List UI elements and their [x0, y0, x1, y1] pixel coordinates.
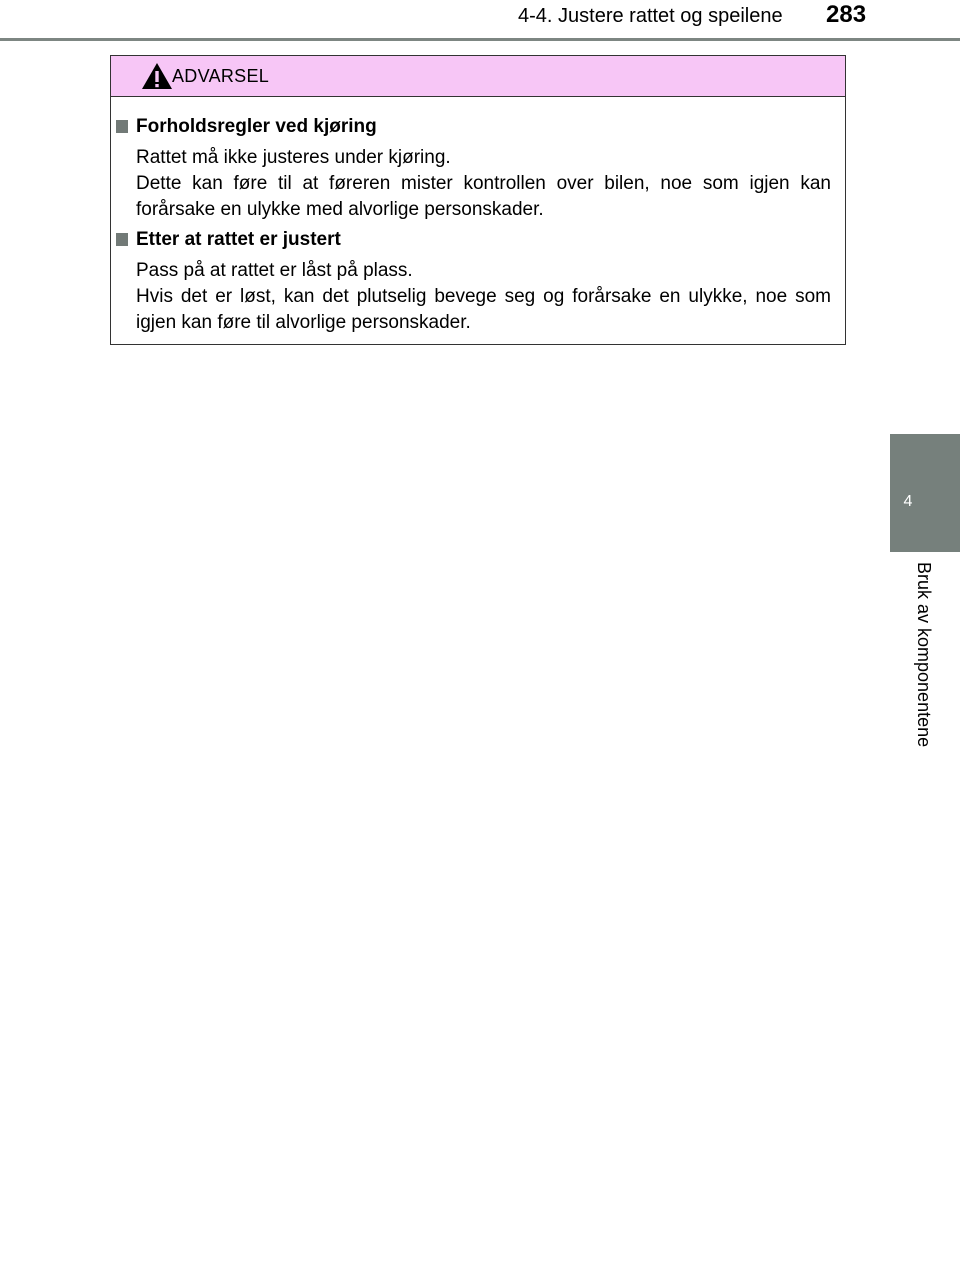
section-line: Rattet må ikke justeres under kjøring.	[136, 147, 451, 168]
section-text	[116, 145, 831, 223]
section-line: Pass på at rattet er låst på plass.	[136, 260, 413, 281]
section-heading: Etter at rattet er justert	[116, 227, 831, 253]
section-text	[116, 258, 831, 336]
section-line: Dette kan føre til at føreren mister kontrollen over bilen, noe som igjen kan forårsake en ulykke med alvorlige personskader.	[136, 173, 831, 220]
chapter-label: Bruk av komponentene	[914, 562, 934, 748]
section-heading: Forholdsregler ved kjøring	[116, 114, 831, 140]
warning-header	[111, 56, 845, 97]
warning-box	[110, 55, 846, 345]
warning-triangle-icon	[141, 62, 173, 90]
warning-title: ADVARSEL	[172, 66, 270, 86]
chapter-tab[interactable]	[890, 434, 960, 552]
header-divider	[0, 38, 960, 41]
square-bullet-icon	[116, 120, 128, 133]
warning-body	[111, 114, 845, 336]
section-line: Hvis det er løst, kan det plutselig bevege seg og forårsake en ulykke, noe som igjen kan føre til alvorlige personskader.	[136, 286, 831, 333]
section-title: 4-4. Justere rattet og speilene	[518, 5, 783, 27]
square-bullet-icon	[116, 233, 128, 246]
warning-section-adjusted	[116, 227, 831, 336]
warning-section-driving	[116, 114, 831, 223]
chapter-number: 4	[903, 493, 913, 510]
page-number: 283	[826, 1, 867, 28]
